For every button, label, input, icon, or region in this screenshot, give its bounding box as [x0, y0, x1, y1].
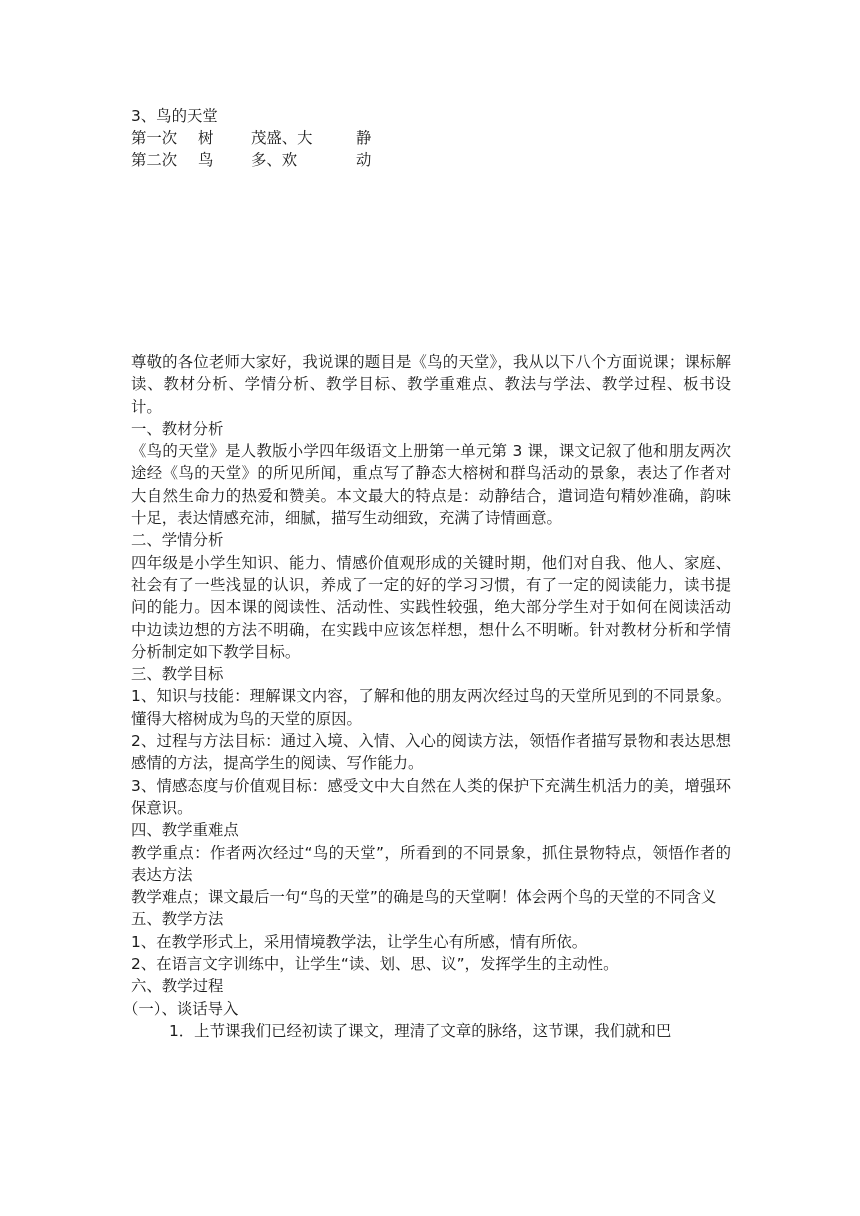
- section-heading: 六、教学过程: [131, 977, 224, 996]
- list-item: 1、知识与技能：理解课文内容，了解和他的朋友两次经过鸟的天堂所见到的不同景象。懂得大榕树成为鸟的天堂的原因。: [131, 687, 731, 728]
- section-paragraph: 四年级是小学生知识、能力、情感价值观形成的关键时期，他们对自我、他人、家庭、社会有了一些浅显的认识，养成了一定的好的学习习惯，有了一定的阅读能力，读书提问的能力。因本课的阅读性、活动性、实践性较强，绝大部分学生对于如何在阅读活动中边读边想的方法不明确，在实践中应该怎样想，想什么不明晰。针对教材分析和学情分析制定如下教学目标。: [131, 553, 731, 661]
- subsection-heading: （一）、谈话导入: [123, 999, 239, 1018]
- section-heading: 五、教学方法: [131, 910, 224, 929]
- board-row-2: [131, 149, 371, 171]
- list-item: 教学难点；课文最后一句“鸟的天堂”的确是鸟的天堂啊！体会两个鸟的天堂的不同含义: [131, 888, 717, 907]
- section-heading: 一、教材分析: [131, 419, 224, 438]
- section-heading: 二、学情分析: [131, 531, 224, 550]
- board-cell: 多、欢: [251, 151, 298, 169]
- board-row-1: [131, 127, 371, 149]
- board-cell: 第二次: [131, 151, 178, 169]
- list-item: 教学重点：作者两次经过“鸟的天堂”，所看到的不同景象，抓住景物特点，领悟作者的表达方法: [131, 843, 731, 884]
- list-item: 1、在教学形式上，采用情境教学法，让学生心有所感，情有所依。: [131, 932, 588, 951]
- board-title: 3、鸟的天堂: [131, 107, 218, 125]
- blackboard-design: [131, 105, 371, 171]
- board-cell: 鸟: [198, 151, 214, 169]
- document-body: [123, 351, 731, 1042]
- list-item: 2、过程与方法目标：通过入境、入情、入心的阅读方法，领悟作者描写景物和表达思想感情的方法，提高学生的阅读、写作能力。: [131, 732, 731, 773]
- list-item: 2、在语言文字训练中，让学生“读、划、思、议”，发挥学生的主动性。: [131, 955, 619, 974]
- board-cell: 第一次: [131, 129, 178, 147]
- board-cell: 茂盛、大: [251, 129, 313, 147]
- board-cell: 静: [356, 129, 372, 147]
- list-item: 3、情感态度与价值观目标：感受文中大自然在人类的保护下充满生机活力的美，增强环保意识。: [131, 776, 731, 817]
- board-cell: 动: [356, 151, 372, 169]
- section-heading: 四、教学重难点: [131, 821, 239, 840]
- section-heading: 三、教学目标: [131, 665, 224, 684]
- board-cell: 树: [198, 129, 214, 147]
- numbered-item: 1．上节课我们已经初读了课文，理清了文章的脉络，这节课，我们就和巴: [169, 1021, 672, 1040]
- section-paragraph: 《鸟的天堂》是人教版小学四年级语文上册第一单元第 3 课，课文记叙了他和朋友两次途经《鸟的天堂》的所见所闻，重点写了静态大榕树和群鸟活动的景象，表达了作者对大自然生命力的热爱和赞美。本文最大的特点是：动静结合，遣词造句精妙准确，韵味十足，表达情感充沛，细腻，描写生动细致，充满了诗情画意。: [131, 442, 731, 528]
- intro-paragraph: 尊敬的各位老师大家好，我说课的题目是《鸟的天堂》，我从以下八个方面说课；课标解读、教材分析、学情分析、教学目标、教学重难点、教法与学法、教学过程、板书设计。: [131, 353, 731, 416]
